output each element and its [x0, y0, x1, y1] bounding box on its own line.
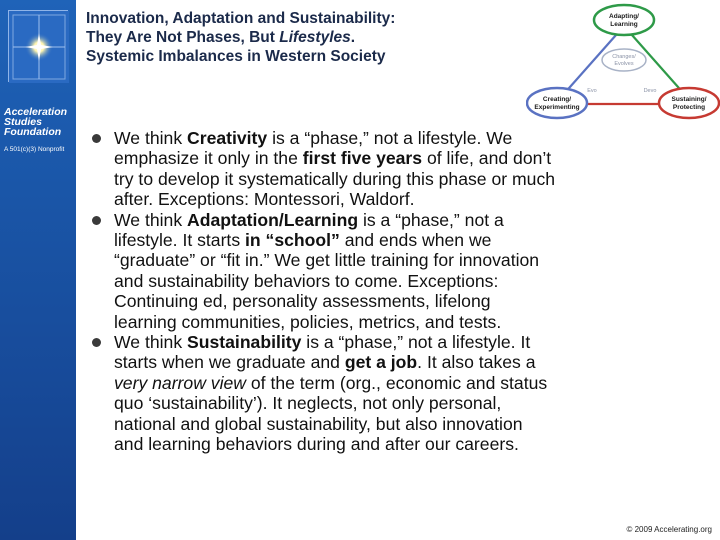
bullet-list — [92, 128, 720, 455]
label-evo: Evo — [587, 88, 597, 94]
copyright: © 2009 Accelerating.org — [626, 525, 712, 534]
node-changes — [602, 49, 646, 71]
title-line-1: Innovation, Adaptation and Sustainability: — [86, 10, 396, 27]
org-name-line: Studies — [4, 116, 42, 128]
title-line-2-suffix: . — [350, 29, 356, 46]
title-line-2-text: They Are Not Phases, But — [86, 29, 280, 46]
bullet-text: is a “phase,” not a — [358, 209, 504, 230]
node-adapting-line-1: Adapting/ — [609, 13, 639, 20]
bullet-text: try to develop it systematically during this phase or much — [114, 168, 556, 189]
bullet-text: We think — [114, 209, 188, 230]
bold-term: Adaptation/Learning — [187, 209, 359, 230]
bullet-item — [92, 210, 720, 332]
bold-term: Creativity — [187, 128, 268, 148]
bullet-text: is a “phase,” not a lifestyle. We — [267, 128, 513, 148]
bullet-line — [114, 271, 720, 291]
bullet-text: starts when we graduate and — [114, 352, 345, 373]
bullet-text: Continuing ed, personality assessments, lifelong — [114, 291, 491, 312]
org-subtitle: A 501(c)(3) Nonprofit — [4, 146, 65, 153]
bullet-dot-icon — [92, 134, 101, 143]
bullet-text: of life, and don’t — [422, 148, 552, 169]
node-adapting — [594, 5, 654, 35]
bullet-line — [114, 332, 720, 352]
title-line-3: Systemic Imbalances in Western Society — [86, 48, 386, 65]
bullet-text: quo ‘sustainability’). It neglects, not only personal, — [114, 393, 502, 414]
bullet-text: We think — [114, 332, 188, 353]
bullet-text: after. Exceptions: Montessori, Waldorf. — [114, 189, 415, 210]
org-name-line: Foundation — [4, 126, 62, 138]
title-line-2-italic: Lifestyles — [279, 29, 351, 46]
italic-term: very narrow view — [114, 372, 246, 393]
bullet-line — [114, 393, 720, 413]
bold-term: in “school” — [245, 230, 340, 251]
sidebar — [0, 0, 76, 540]
bullet-item — [92, 128, 720, 210]
bullet-line — [114, 352, 720, 372]
bullet-line — [114, 128, 720, 148]
bullet-line — [114, 373, 720, 393]
label-devo: Devo — [643, 88, 657, 94]
bullet-line — [114, 169, 720, 189]
bullet-dot-icon — [92, 216, 101, 225]
bullet-line — [114, 148, 720, 168]
bullet-item — [92, 332, 720, 454]
bullet-dot-icon — [92, 338, 101, 347]
org-name-line: Acceleration — [4, 106, 68, 118]
bullet-line — [114, 434, 720, 454]
star-logo-icon — [9, 11, 69, 83]
bullet-text: and learning behaviors during and after our careers. — [114, 434, 519, 455]
bullet-line — [114, 210, 720, 230]
org-name — [4, 107, 74, 137]
bullet-line — [114, 189, 720, 209]
bullet-text: national and global sustainability, but also innovation — [114, 413, 523, 434]
bullet-text: emphasize it only in the — [114, 148, 303, 169]
bold-term: first five years — [302, 148, 423, 169]
node-changes-line-2: Evolves — [614, 61, 634, 67]
node-sustaining-line-2: Protecting — [672, 104, 706, 111]
bullet-text: is a “phase,” not a lifestyle. It — [301, 332, 531, 353]
bullet-text: and ends when we — [339, 230, 492, 251]
bullet-text: We think — [114, 128, 188, 148]
foundation-logo — [8, 10, 68, 82]
node-creating — [527, 88, 587, 118]
bullet-line — [114, 312, 720, 332]
node-sustaining — [659, 88, 719, 118]
bullet-text: of the term (org., economic and status — [246, 372, 548, 393]
slide-title — [86, 9, 526, 66]
bullet-text: lifestyle. It starts — [114, 230, 246, 251]
bullet-text: and sustainability behaviors to come. Exceptions: — [114, 270, 499, 291]
title-line-2 — [86, 28, 526, 47]
bold-term: get a job — [344, 352, 418, 373]
bullet-line — [114, 250, 720, 270]
bold-term: Sustainability — [187, 332, 302, 353]
bullet-text: learning communities, policies, metrics, and tests. — [114, 311, 502, 332]
node-creating-line-1: Creating/ — [542, 96, 572, 103]
bullet-text: “graduate” or “fit in.” We get little training for innovation — [114, 250, 540, 271]
node-changes-line-1: Changes/ — [612, 54, 636, 60]
node-creating-line-2: Experimenting — [534, 104, 580, 111]
node-adapting-line-2: Learning — [610, 21, 638, 28]
evo-devo-triangle-diagram — [526, 0, 720, 125]
node-sustaining-line-1: Sustaining/ — [671, 96, 707, 103]
bullet-line — [114, 230, 720, 250]
bullet-text: . It also takes a — [417, 352, 536, 373]
bullet-line — [114, 291, 720, 311]
bullet-line — [114, 414, 720, 434]
